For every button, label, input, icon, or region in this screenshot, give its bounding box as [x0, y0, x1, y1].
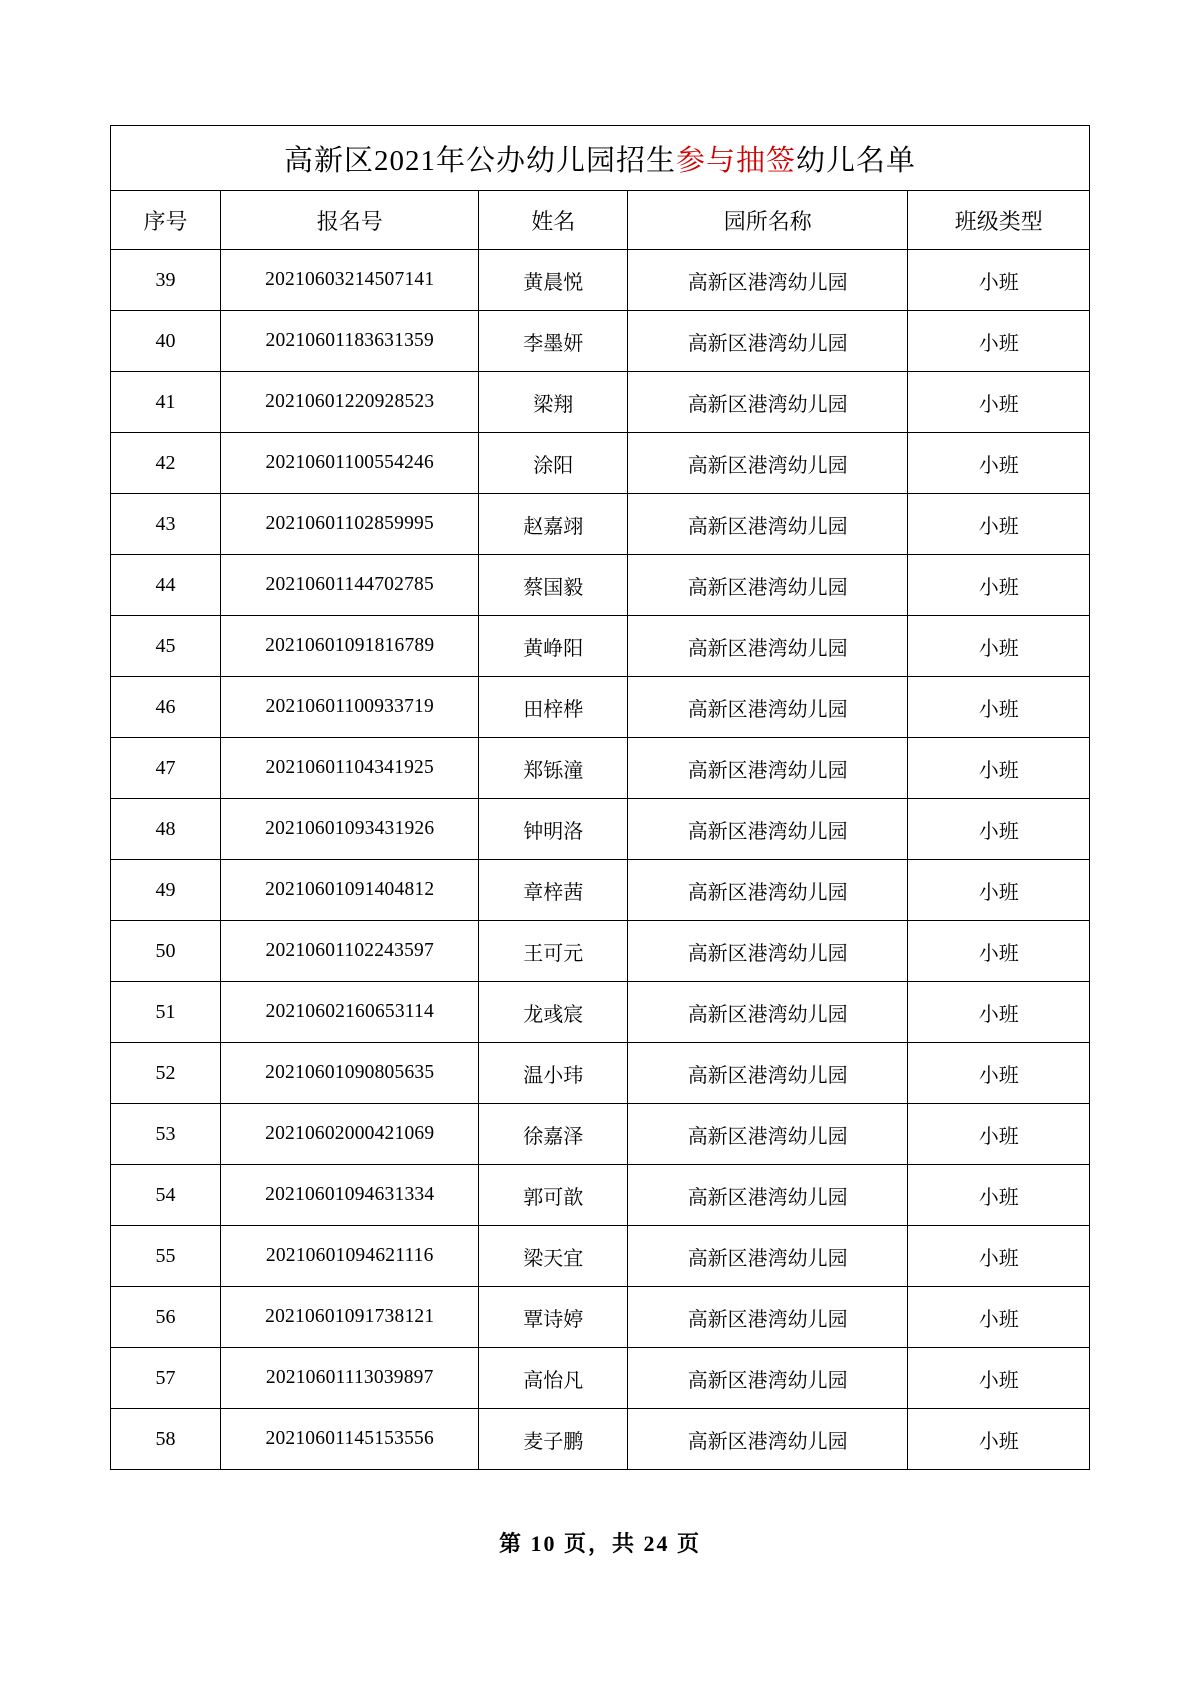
- cell-index: 53: [111, 1104, 221, 1165]
- cell-class-type: 小班: [908, 372, 1090, 433]
- cell-class-type: 小班: [908, 860, 1090, 921]
- cell-index: 45: [111, 616, 221, 677]
- table-row: [111, 494, 1090, 555]
- title-prefix: 高新区2021年公办幼儿园招生: [283, 144, 676, 177]
- cell-name: 章梓茜: [479, 860, 627, 921]
- cell-class-type: 小班: [908, 494, 1090, 555]
- cell-registration-number: 20210603214507141: [220, 250, 478, 311]
- cell-kindergarten: 高新区港湾幼儿园: [627, 1409, 907, 1470]
- cell-kindergarten: 高新区港湾幼儿园: [627, 250, 907, 311]
- table-row: [111, 1043, 1090, 1104]
- page-footer: 第 10 页，共 24 页: [498, 1531, 701, 1556]
- cell-name: 高怡凡: [479, 1348, 627, 1409]
- table-row: [111, 677, 1090, 738]
- cell-index: 46: [111, 677, 221, 738]
- cell-name: 徐嘉泽: [479, 1104, 627, 1165]
- cell-kindergarten: 高新区港湾幼儿园: [627, 311, 907, 372]
- cell-name: 黄晨悦: [479, 250, 627, 311]
- cell-kindergarten: 高新区港湾幼儿园: [627, 1348, 907, 1409]
- cell-kindergarten: 高新区港湾幼儿园: [627, 1165, 907, 1226]
- cell-kindergarten: 高新区港湾幼儿园: [627, 433, 907, 494]
- cell-name: 梁天宜: [479, 1226, 627, 1287]
- cell-class-type: 小班: [908, 677, 1090, 738]
- table-row: [111, 738, 1090, 799]
- cell-kindergarten: 高新区港湾幼儿园: [627, 616, 907, 677]
- cell-class-type: 小班: [908, 1348, 1090, 1409]
- cell-name: 涂阳: [479, 433, 627, 494]
- cell-name: 麦子鹏: [479, 1409, 627, 1470]
- column-header-index: 序号: [111, 191, 221, 250]
- table-row: [111, 250, 1090, 311]
- cell-name: 梁翔: [479, 372, 627, 433]
- cell-index: 44: [111, 555, 221, 616]
- cell-class-type: 小班: [908, 921, 1090, 982]
- table-row: [111, 433, 1090, 494]
- cell-index: 57: [111, 1348, 221, 1409]
- cell-registration-number: 20210601145153556: [220, 1409, 478, 1470]
- cell-kindergarten: 高新区港湾幼儿园: [627, 1104, 907, 1165]
- table-row: [111, 1104, 1090, 1165]
- cell-registration-number: 20210601100554246: [220, 433, 478, 494]
- cell-registration-number: 20210602160653114: [220, 982, 478, 1043]
- cell-name: 王可元: [479, 921, 627, 982]
- cell-index: 47: [111, 738, 221, 799]
- table-row: [111, 921, 1090, 982]
- cell-kindergarten: 高新区港湾幼儿园: [627, 799, 907, 860]
- cell-class-type: 小班: [908, 1043, 1090, 1104]
- cell-index: 51: [111, 982, 221, 1043]
- cell-name: 钟明洛: [479, 799, 627, 860]
- page-title: [111, 126, 1090, 191]
- cell-index: 43: [111, 494, 221, 555]
- cell-registration-number: 20210601144702785: [220, 555, 478, 616]
- cell-registration-number: 20210601102243597: [220, 921, 478, 982]
- cell-kindergarten: 高新区港湾幼儿园: [627, 1226, 907, 1287]
- table-row: [111, 372, 1090, 433]
- cell-class-type: 小班: [908, 1165, 1090, 1226]
- cell-class-type: 小班: [908, 311, 1090, 372]
- roster-table: [110, 125, 1090, 1470]
- column-header-kindergarten: 园所名称: [627, 191, 907, 250]
- cell-class-type: 小班: [908, 1226, 1090, 1287]
- cell-kindergarten: 高新区港湾幼儿园: [627, 1287, 907, 1348]
- cell-registration-number: 20210601113039897: [220, 1348, 478, 1409]
- cell-name: 温小玮: [479, 1043, 627, 1104]
- cell-name: 赵嘉翊: [479, 494, 627, 555]
- cell-index: 48: [111, 799, 221, 860]
- cell-registration-number: 20210601091816789: [220, 616, 478, 677]
- table-row: [111, 311, 1090, 372]
- cell-registration-number: 20210602000421069: [220, 1104, 478, 1165]
- table-row: [111, 1165, 1090, 1226]
- cell-registration-number: 20210601104341925: [220, 738, 478, 799]
- cell-index: 55: [111, 1226, 221, 1287]
- cell-class-type: 小班: [908, 1409, 1090, 1470]
- cell-name: 黄峥阳: [479, 616, 627, 677]
- cell-index: 56: [111, 1287, 221, 1348]
- cell-index: 52: [111, 1043, 221, 1104]
- cell-class-type: 小班: [908, 616, 1090, 677]
- cell-index: 50: [111, 921, 221, 982]
- title-suffix: 幼儿名单: [796, 144, 917, 177]
- cell-class-type: 小班: [908, 1287, 1090, 1348]
- cell-registration-number: 20210601102859995: [220, 494, 478, 555]
- cell-kindergarten: 高新区港湾幼儿园: [627, 921, 907, 982]
- cell-kindergarten: 高新区港湾幼儿园: [627, 1043, 907, 1104]
- cell-registration-number: 20210601100933719: [220, 677, 478, 738]
- cell-name: 郑铄潼: [479, 738, 627, 799]
- column-header-registration-number: 报名号: [220, 191, 478, 250]
- cell-index: 54: [111, 1165, 221, 1226]
- cell-class-type: 小班: [908, 250, 1090, 311]
- cell-kindergarten: 高新区港湾幼儿园: [627, 555, 907, 616]
- cell-registration-number: 20210601220928523: [220, 372, 478, 433]
- cell-name: 郭可歆: [479, 1165, 627, 1226]
- cell-name: 李墨妍: [479, 311, 627, 372]
- cell-name: 覃诗婷: [479, 1287, 627, 1348]
- table-row: [111, 799, 1090, 860]
- cell-registration-number: 20210601094631334: [220, 1165, 478, 1226]
- cell-registration-number: 20210601091404812: [220, 860, 478, 921]
- cell-class-type: 小班: [908, 982, 1090, 1043]
- cell-class-type: 小班: [908, 433, 1090, 494]
- table-row: [111, 555, 1090, 616]
- cell-registration-number: 20210601183631359: [220, 311, 478, 372]
- cell-kindergarten: 高新区港湾幼儿园: [627, 738, 907, 799]
- cell-registration-number: 20210601091738121: [220, 1287, 478, 1348]
- cell-class-type: 小班: [908, 799, 1090, 860]
- cell-registration-number: 20210601094621116: [220, 1226, 478, 1287]
- table-header-row: [111, 191, 1090, 250]
- column-header-name: 姓名: [479, 191, 627, 250]
- table-row: [111, 616, 1090, 677]
- table-row: [111, 982, 1090, 1043]
- table-row: [111, 1409, 1090, 1470]
- cell-index: 39: [111, 250, 221, 311]
- cell-index: 41: [111, 372, 221, 433]
- table-title-row: [111, 126, 1090, 191]
- cell-kindergarten: 高新区港湾幼儿园: [627, 494, 907, 555]
- cell-index: 42: [111, 433, 221, 494]
- table-row: [111, 1287, 1090, 1348]
- table-row: [111, 1348, 1090, 1409]
- cell-name: 龙彧宸: [479, 982, 627, 1043]
- cell-index: 49: [111, 860, 221, 921]
- cell-kindergarten: 高新区港湾幼儿园: [627, 677, 907, 738]
- cell-kindergarten: 高新区港湾幼儿园: [627, 860, 907, 921]
- cell-registration-number: 20210601090805635: [220, 1043, 478, 1104]
- cell-class-type: 小班: [908, 1104, 1090, 1165]
- cell-kindergarten: 高新区港湾幼儿园: [627, 372, 907, 433]
- title-accent: 参与抽签: [675, 144, 796, 177]
- column-header-class-type: 班级类型: [908, 191, 1090, 250]
- table-row: [111, 860, 1090, 921]
- table-row: [111, 1226, 1090, 1287]
- cell-name: 田梓桦: [479, 677, 627, 738]
- cell-index: 58: [111, 1409, 221, 1470]
- cell-kindergarten: 高新区港湾幼儿园: [627, 982, 907, 1043]
- cell-class-type: 小班: [908, 555, 1090, 616]
- cell-name: 蔡国毅: [479, 555, 627, 616]
- cell-index: 40: [111, 311, 221, 372]
- cell-registration-number: 20210601093431926: [220, 799, 478, 860]
- cell-class-type: 小班: [908, 738, 1090, 799]
